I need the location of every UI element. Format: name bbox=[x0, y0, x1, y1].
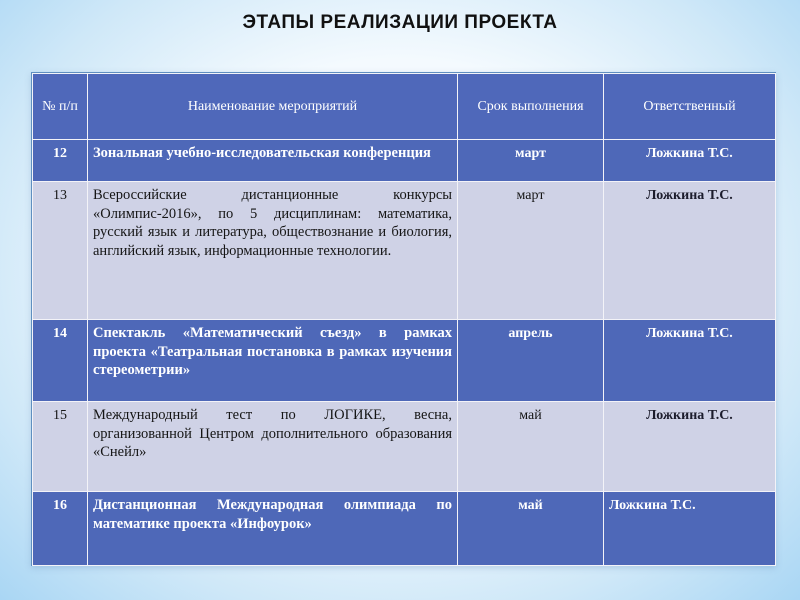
row-num: 12 bbox=[33, 140, 88, 182]
header-deadline: Срок выполнения bbox=[458, 74, 604, 140]
project-stages-table-container bbox=[31, 72, 776, 566]
table-row bbox=[33, 182, 776, 320]
row-deadline: апрель bbox=[458, 320, 604, 402]
row-num: 14 bbox=[33, 320, 88, 402]
table-row bbox=[33, 402, 776, 492]
row-responsible: Ложкина Т.С. bbox=[604, 402, 776, 492]
row-responsible: Ложкина Т.С. bbox=[604, 320, 776, 402]
table-row bbox=[33, 320, 776, 402]
row-responsible: Ложкина Т.С. bbox=[604, 140, 776, 182]
row-activity: Зональная учебно-исследовательская конференция bbox=[88, 140, 458, 182]
table-header-row bbox=[33, 74, 776, 140]
header-activity: Наименование мероприятий bbox=[88, 74, 458, 140]
row-num: 13 bbox=[33, 182, 88, 320]
row-responsible: Ложкина Т.С. bbox=[604, 492, 776, 566]
header-responsible: Ответственный bbox=[604, 74, 776, 140]
row-num: 15 bbox=[33, 402, 88, 492]
row-deadline: март bbox=[458, 182, 604, 320]
table-row bbox=[33, 140, 776, 182]
row-activity: Дистанционная Международная олимпиада по математике проекта «Инфоурок» bbox=[88, 492, 458, 566]
row-num: 16 bbox=[33, 492, 88, 566]
page-title: ЭТАПЫ РЕАЛИЗАЦИИ ПРОЕКТА bbox=[242, 12, 558, 33]
project-stages-table bbox=[32, 73, 776, 566]
header-num: № п/п bbox=[33, 74, 88, 140]
row-activity: Международный тест по ЛОГИКЕ, весна, организованной Центром дополнительного образования «Снейл» bbox=[88, 402, 458, 492]
row-deadline: май bbox=[458, 402, 604, 492]
row-activity: Всероссийские дистанционные конкурсы «Олимпис-2016», по 5 дисциплинам: математика, русский язык и литература, обществознание и биология, английский язык, информационные технологии. bbox=[88, 182, 458, 320]
row-responsible: Ложкина Т.С. bbox=[604, 182, 776, 320]
row-deadline: май bbox=[458, 492, 604, 566]
row-deadline: март bbox=[458, 140, 604, 182]
table-row bbox=[33, 492, 776, 566]
row-activity: Спектакль «Математический съезд» в рамках проекта «Театральная постановка в рамках изучения стереометрии» bbox=[88, 320, 458, 402]
